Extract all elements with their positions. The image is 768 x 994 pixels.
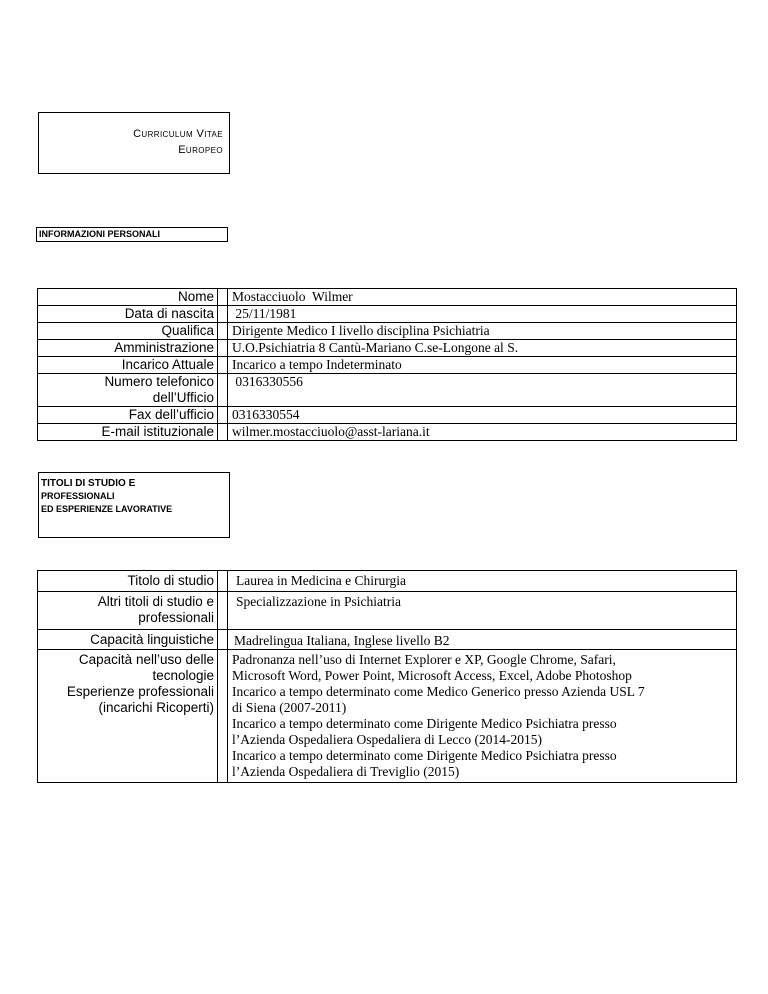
value-esperienze-line: l’Azienda Ospedaliera di Treviglio (2015) xyxy=(232,764,460,779)
label-qualifica: Qualifica xyxy=(38,323,218,340)
studies-table xyxy=(37,570,737,783)
value-capacita-linguistiche: Madrelingua Italiana, Inglese livello B2 xyxy=(228,630,737,650)
value-esperienze-line: di Siena (2007-2011) xyxy=(232,700,347,715)
value-esperienze-line: Incarico a tempo determinato come Medico Generico presso Azienda USL 7 xyxy=(232,684,645,699)
cv-title-line1: Curriculum Vitae xyxy=(133,128,223,140)
cv-title-line2: Europeo xyxy=(178,144,223,156)
value-altri-titoli: Specializzazione in Psichiatria xyxy=(228,592,737,630)
label-data-nascita: Data di nascita xyxy=(38,306,218,323)
cv-title-box xyxy=(38,112,230,174)
value-tecnologie-esperienze xyxy=(228,650,737,783)
value-esperienze-line: l’Azienda Ospedaliera Ospedaliera di Lecco (2014-2015) xyxy=(232,732,542,747)
table-row xyxy=(38,650,737,783)
label-altri-titoli: Altri titoli di studio e professionali xyxy=(38,592,218,630)
table-row xyxy=(38,630,737,650)
label-nome: Nome xyxy=(38,289,218,306)
value-esperienze-line: Incarico a tempo determinato come Dirigente Medico Psichiatra presso xyxy=(232,716,617,731)
label-numero-telefonico: Numero telefonico dell’Ufficio xyxy=(38,374,218,407)
section-studies-line3: ED ESPERIENZE LAVORATIVE xyxy=(41,504,173,514)
value-nome: Mostacciuolo Wilmer xyxy=(228,289,737,306)
table-row xyxy=(38,357,737,374)
label-capacita-linguistiche: Capacità linguistiche xyxy=(38,630,218,650)
table-row xyxy=(38,340,737,357)
table-row xyxy=(38,424,737,441)
label-incarico-attuale: Incarico Attuale xyxy=(38,357,218,374)
table-row xyxy=(38,407,737,424)
value-titolo-studio: Laurea in Medicina e Chirurgia xyxy=(228,571,737,592)
value-incarico-attuale: Incarico a tempo Indeterminato xyxy=(228,357,737,374)
value-qualifica: Dirigente Medico I livello disciplina Psichiatria xyxy=(228,323,737,340)
personal-info-table xyxy=(37,288,737,441)
label-fax: Fax dell’ufficio xyxy=(38,407,218,424)
value-tecnologie-line: Padronanza nell’uso di Internet Explorer e XP, Google Chrome, Safari, xyxy=(232,652,616,667)
table-row xyxy=(38,306,737,323)
section-studies-line2: PROFESSIONALI xyxy=(41,491,115,501)
label-tecnologie: Capacità nell’uso delle tecnologie xyxy=(78,652,214,683)
section-studies-line1: TITOLI DI STUDIO E xyxy=(41,478,136,489)
value-fax: 0316330554 xyxy=(228,407,737,424)
value-email: wilmer.mostacciuolo@asst-lariana.it xyxy=(228,424,737,441)
table-row xyxy=(38,571,737,592)
value-data-nascita: 25/11/1981 xyxy=(228,306,737,323)
table-row xyxy=(38,323,737,340)
value-amministrazione: U.O.Psichiatria 8 Cantù-Mariano C.se-Longone al S. xyxy=(228,340,737,357)
label-tecnologie-esperienze xyxy=(38,650,218,783)
section-personal-info: INFORMAZIONI PERSONALI xyxy=(36,227,228,242)
table-row xyxy=(38,592,737,630)
label-esperienze: Esperienze professionali (incarichi Ricoperti) xyxy=(66,684,214,715)
value-numero-telefonico: 0316330556 xyxy=(228,374,737,407)
label-email: E-mail istituzionale xyxy=(38,424,218,441)
label-amministrazione: Amministrazione xyxy=(38,340,218,357)
value-tecnologie-line: Microsoft Word, Power Point, Microsoft Access, Excel, Adobe Photoshop xyxy=(232,668,632,683)
table-row xyxy=(38,374,737,407)
value-esperienze-line: Incarico a tempo determinato come Dirigente Medico Psichiatra presso xyxy=(232,748,617,763)
section-studies xyxy=(38,472,230,538)
table-row xyxy=(38,289,737,306)
label-titolo-studio: Titolo di studio xyxy=(38,571,218,592)
